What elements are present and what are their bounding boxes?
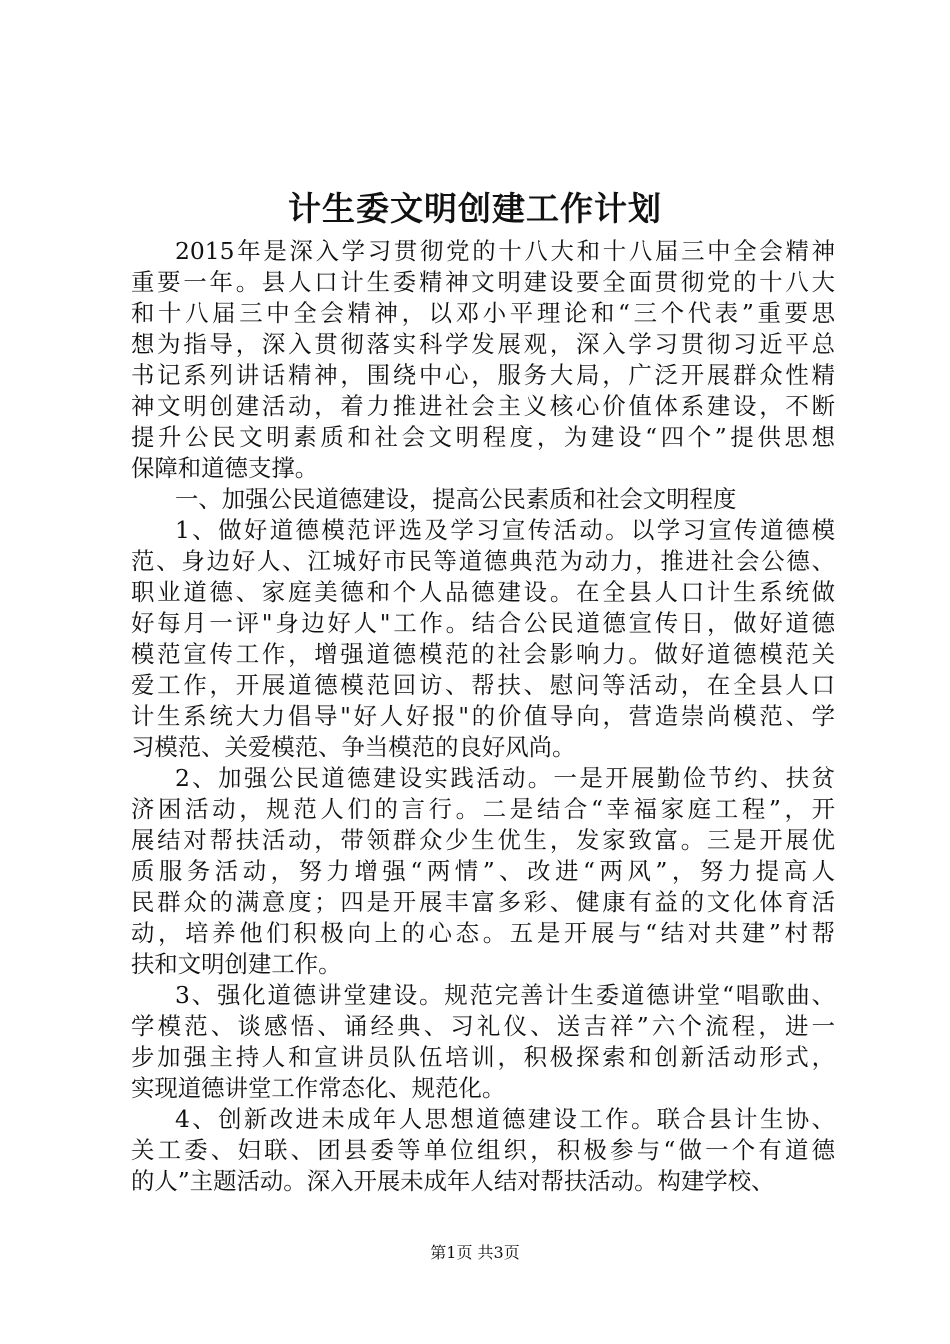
paragraph-line: 书记系列讲话精神，围绕中心，服务大局，广泛开展群众性精 bbox=[131, 361, 835, 389]
paragraph bbox=[131, 1104, 835, 1197]
paragraph-line: 习模范、关爱模范、争当模范的良好风尚。 bbox=[131, 733, 576, 761]
paragraph-line: 好每月一评"身边好人"工作。结合公民道德宣传日，做好道德 bbox=[131, 609, 835, 637]
page-footer: 第1页 共3页 bbox=[430, 1243, 520, 1262]
document-title: 计生委文明创建工作计划 bbox=[288, 189, 662, 228]
paragraph bbox=[131, 515, 835, 763]
paragraph-line: 3、强化道德讲堂建设。规范完善计生委道德讲堂“唱歌曲、 bbox=[175, 981, 835, 1009]
paragraph-line: 4、创新改进未成年人思想道德建设工作。联合县计生协、 bbox=[175, 1105, 835, 1133]
paragraph-line: 2015年是深入学习贯彻党的十八大和十八届三中全会精神 bbox=[175, 237, 835, 265]
paragraph-line: 济困活动，规范人们的言行。二是结合“幸福家庭工程”，开 bbox=[131, 795, 835, 823]
paragraph-line: 神文明创建活动，着力推进社会主义核心价值体系建设，不断 bbox=[131, 392, 835, 420]
paragraph-line: 学模范、谈感悟、诵经典、习礼仪、送吉祥”六个流程，进一 bbox=[131, 1012, 835, 1040]
paragraph-line: 步加强主持人和宣讲员队伍培训，积极探索和创新活动形式， bbox=[131, 1043, 835, 1071]
paragraph-line: 模范宣传工作，增强道德模范的社会影响力。做好道德模范关 bbox=[131, 640, 835, 668]
paragraph-line: 的人”主题活动。深入开展未成年人结对帮扶活动。构建学校、 bbox=[131, 1167, 775, 1195]
paragraph-line: 想为指导，深入贯彻落实科学发展观，深入学习贯彻习近平总 bbox=[131, 330, 835, 358]
paragraph-line: 提升公民文明素质和社会文明程度，为建设“四个”提供思想 bbox=[131, 423, 835, 451]
paragraph bbox=[131, 484, 835, 515]
paragraph-line: 实现道德讲堂工作常态化、规范化。 bbox=[131, 1074, 506, 1102]
paragraph-line: 和十八届三中全会精神，以邓小平理论和“三个代表”重要思 bbox=[131, 299, 835, 327]
paragraph bbox=[131, 980, 835, 1104]
paragraph-line: 爱工作，开展道德模范回访、帮扶、慰问等活动，在全县人口 bbox=[131, 671, 835, 699]
paragraph-line: 1、做好道德模范评选及学习宣传活动。以学习宣传道德模 bbox=[175, 516, 835, 544]
paragraph-line: 重要一年。县人口计生委精神文明建设要全面贯彻党的十八大 bbox=[131, 268, 835, 296]
paragraph bbox=[131, 236, 835, 484]
paragraph-line: 质服务活动，努力增强“两情”、改进“两风”，努力提高人 bbox=[131, 857, 835, 885]
document-body bbox=[131, 236, 835, 1197]
paragraph-line: 展结对帮扶活动，带领群众少生优生，发家致富。三是开展优 bbox=[131, 826, 835, 854]
paragraph bbox=[131, 763, 835, 980]
paragraph-line: 一、加强公民道德建设，提高公民素质和社会文明程度 bbox=[175, 485, 737, 513]
paragraph-line: 职业道德、家庭美德和个人品德建设。在全县人口计生系统做 bbox=[131, 578, 835, 606]
paragraph-line: 计生系统大力倡导"好人好报"的价值导向，营造崇尚模范、学 bbox=[131, 702, 835, 730]
paragraph-line: 2、加强公民道德建设实践活动。一是开展勤俭节约、扶贫 bbox=[175, 764, 835, 792]
paragraph-line: 关工委、妇联、团县委等单位组织，积极参与“做一个有道德 bbox=[131, 1136, 835, 1164]
paragraph-line: 保障和道德支撑。 bbox=[131, 454, 319, 482]
paragraph-line: 民群众的满意度；四是开展丰富多彩、健康有益的文化体育活 bbox=[131, 888, 835, 916]
paragraph-line: 动，培养他们积极向上的心态。五是开展与“结对共建”村帮 bbox=[131, 919, 835, 947]
paragraph-line: 范、身边好人、江城好市民等道德典范为动力，推进社会公德、 bbox=[131, 547, 835, 575]
paragraph-line: 扶和文明创建工作。 bbox=[131, 950, 342, 978]
